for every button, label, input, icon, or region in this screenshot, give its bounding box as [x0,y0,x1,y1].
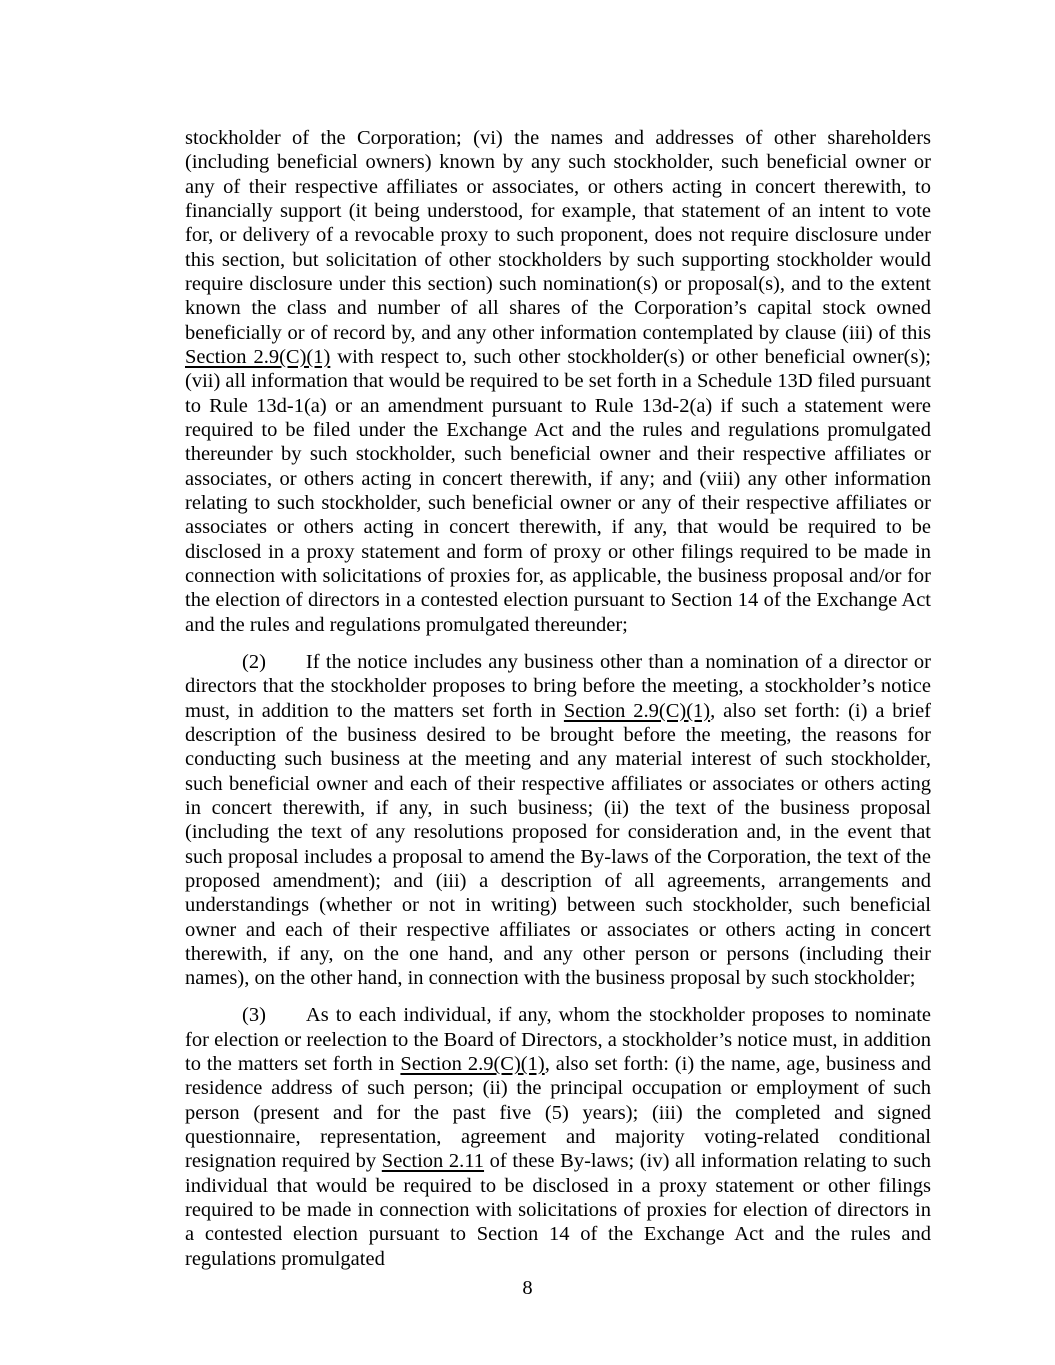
paragraph-3 [185,1003,931,1271]
section-reference-2-11: Section 2.11 [381,1150,485,1173]
paragraph-text: If the notice includes any business other than a nomination of a director or directors that the stockholder proposes to bring before the meeting, a stockholder’s notice must, in addition to the matters set forth in [185,650,931,722]
section-reference-2-9-c-1: Section 2.9(C)(1) [563,699,711,722]
paragraph-number: (2) [242,650,266,673]
paragraph-continuation [185,126,931,637]
paragraph-text: , also set forth: (i) a brief description of the business desired to be brought before the meeting, the reasons for conducting such business at the meeting and any material interest of such stockholder, such beneficial owner and each of their respective affiliates or associates or others acting in concert therewith, if any, in such business; (ii) the text of the business proposal (including the text of any resolutions proposed for consideration and, in the event that such proposal includes a proposal to amend the By-laws of the Corporation, the text of the proposed amendment); and (iii) a description of all agreements, arrangements and understandings (whether or not in writing) between such stockholder, such beneficial owner and each of their respective affiliates or associates or others acting in concert therewith, if any, on the one hand, and any other person or persons (including their names), on the other hand, in connection with the business proposal by such stockholder; [185,699,931,990]
paragraph-text: stockholder of the Corporation; (vi) the names and addresses of other shareholders (including beneficial owners) known by any such stockholder, such beneficial owner or any of their respective affiliates or associates, or others acting in concert therewith, to financially support (it being understood, for example, that statement of an intent to vote for, or delivery of a revocable proxy to such proponent, does not require disclosure under this section, but solicitation of other stockholders by such supporting stockholder would require disclosure under this section) such nomination(s) or proposal(s), and to the extent known the class and number of all shares of the Corporation’s capital stock owned beneficially or of record by, and any other information contemplated by clause (iii) of this [185,127,931,344]
page-number: 8 [522,1277,533,1299]
page-footer [0,1276,1055,1300]
section-reference-2-9-c-1: Section 2.9(C)(1) [400,1053,545,1076]
document-body [185,126,931,1284]
paragraph-number: (3) [242,1004,266,1027]
paragraph-text: of these By-laws; (iv) all information relating to such individual that would be required to be disclosed in a proxy statement or other filings required to be made in connection with solicitations of proxies for election of directors in a contested election pursuant to Section 14 of the Exchange Act and the rules and regulations promulgated [185,1150,931,1270]
section-reference-2-9-c-1: Section 2.9(C)(1) [185,345,331,368]
paragraph-2 [185,650,931,991]
paragraph-text: with respect to, such other stockholder(s) or other beneficial owner(s); (vii) all information that would be required to be set forth in a Schedule 13D filed pursuant to Rule 13d-1(a) or an amendment pursuant to Rule 13d-2(a) if such a statement were required to be filed under the Exchange Act and the rules and regulations promulgated thereunder by such stockholder, such beneficial owner and their respective affiliates or associates, or others acting in concert therewith, if any; and (viii) any other information relating to such stockholder, such beneficial owner or any of their respective affiliates or associates or others acting in concert therewith, if any, that would be required to be disclosed in a proxy statement and form of proxy or other filings required to be made in connection with solicitations of proxies for, as applicable, the business proposal and/or for the election of directors in a contested election pursuant to Section 14 of the Exchange Act and the rules and regulations promulgated thereunder; [185,345,931,636]
paragraph-text: , also set forth: (i) the name, age, business and residence address of such person; (ii) the principal occupation or employment of such person (present and for the past five (5) years); (iii) the completed and signed questionnaire, representation, agreement and majority voting-related conditional resignation required by [185,1053,931,1173]
paragraph-text: As to each individual, if any, whom the stockholder proposes to nominate for election or reelection to the Board of Directors, a stockholder’s notice must, in addition to the matters set forth in [185,1004,931,1076]
